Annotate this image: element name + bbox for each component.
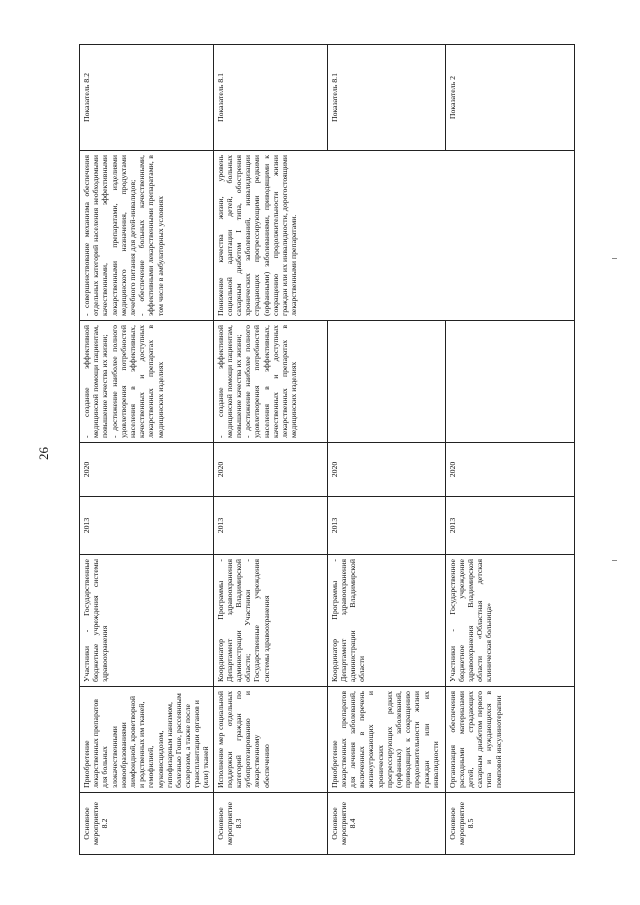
indicator-link: Показатель 8.1 bbox=[327, 45, 445, 151]
activity-code: Основное мероприятие 8.2 bbox=[80, 793, 214, 855]
activity-code: Основное мероприятие 8.5 bbox=[445, 793, 574, 855]
expected-result bbox=[327, 321, 445, 443]
consequences-text: Понижение качества жизни, уровень социальной адаптации детей, больных сахарным диабетом I типа, обострения хронических заболеваний, инвалидизации страдающих прогрессирующими редкими (орфанными) заболеваниями, приводящими к сокращению продолжительности жизни граждан или их инвалидности, дорогостоящими лекарственными препаратами. bbox=[213, 151, 574, 321]
start-year: 2013 bbox=[213, 497, 327, 555]
activity-executor: Координатор Программы - Департамент здравоохранения администрации Владимирской области; Участники - Государственные учреждения системы здравоохранения bbox=[213, 555, 327, 687]
end-year: 2020 bbox=[80, 443, 214, 497]
activity-code: Основное мероприятие 8.3 bbox=[213, 793, 327, 855]
start-year: 2013 bbox=[327, 497, 445, 555]
rotated-table-wrapper bbox=[79, 45, 522, 855]
activity-name: Исполнение мер социальной поддержки отдельных категорий граждан по зубопротезированию и лекарственному обеспечению bbox=[213, 687, 327, 793]
indicator-link: Показатель 2 bbox=[445, 45, 574, 151]
indicator-link: Показатель 8.2 bbox=[80, 45, 214, 151]
table-row bbox=[80, 45, 214, 855]
activity-name: Приобретение лекарственных препаратов для больных злокачественными новообразованиями лимфоидной, кроветворной и родственных им тканей, гемофилией, муковисцидозом, гипофизарным нанизмом, болезнью Гоше, рассеянным склерозом, а также после трансплантации органов и (или) тканей bbox=[80, 687, 214, 793]
indicator-link: Показатель 8.1 bbox=[213, 45, 327, 151]
start-year: 2013 bbox=[445, 497, 574, 555]
activity-code: Основное мероприятие 8.4 bbox=[327, 793, 445, 855]
activity-name: Приобретение лекарственных препаратов для лечения заболеваний, включенных в перечень жизнеугрожающих и хронических прогрессирующих редких (орфанных) заболеваний, приводящих к сокращению продолжительности жизни граждан или их инвалидности bbox=[327, 687, 445, 793]
end-year: 2020 bbox=[327, 443, 445, 497]
program-activities-table bbox=[79, 44, 575, 855]
activity-executor: Участники - Государственные бюджетные учреждения системы здравоохранения bbox=[80, 555, 214, 687]
scan-margin-mark bbox=[612, 560, 617, 561]
activity-name: Организация обеспечения расходными материалами детей, страдающих сахарным диабетом первого типа и нуждающихся в помповой инсулинотерапии bbox=[445, 687, 574, 793]
activity-executor: Участники - Государственное бюджетное учреждение здравоохранения Владимирской области «Областная детская клиническая больница» bbox=[445, 555, 574, 687]
end-year: 2020 bbox=[445, 443, 574, 497]
start-year: 2013 bbox=[80, 497, 214, 555]
expected-result bbox=[445, 321, 574, 443]
activity-executor: Координатор Программы - Департамент здравоохранения администрации Владимирской области bbox=[327, 555, 445, 687]
page-number: 26 bbox=[36, 447, 51, 460]
expected-result: - создание эффективной медицинской помощи пациентам, повышение качества их жизни; - достижение наиболее полного удовлетворения потребностей населения в эффективных, качественных и доступных лекарственных препаратах в медицинских изделиях bbox=[80, 321, 214, 443]
end-year: 2020 bbox=[213, 443, 327, 497]
table-row bbox=[213, 45, 327, 855]
consequences-text: - совершенствование механизма обеспечения отдельных категорий населения необходимыми качественными, эффективными лекарственными препаратами, изделиями медицинского назначения, продуктами лечебного питания для детей-инвалидов; - обеспечение больных качественными, эффективными лекарственными препаратами, в том числе в амбулаторных условиях bbox=[80, 151, 214, 321]
scan-margin-mark bbox=[612, 258, 617, 259]
expected-result: - создание эффективной медицинской помощи пациентам, повышение качества их жизни; - достижение наиболее полного удовлетворения потребностей населения в эффективных, качественных и доступных лекарственных препаратах в медицинских изделиях bbox=[213, 321, 327, 443]
